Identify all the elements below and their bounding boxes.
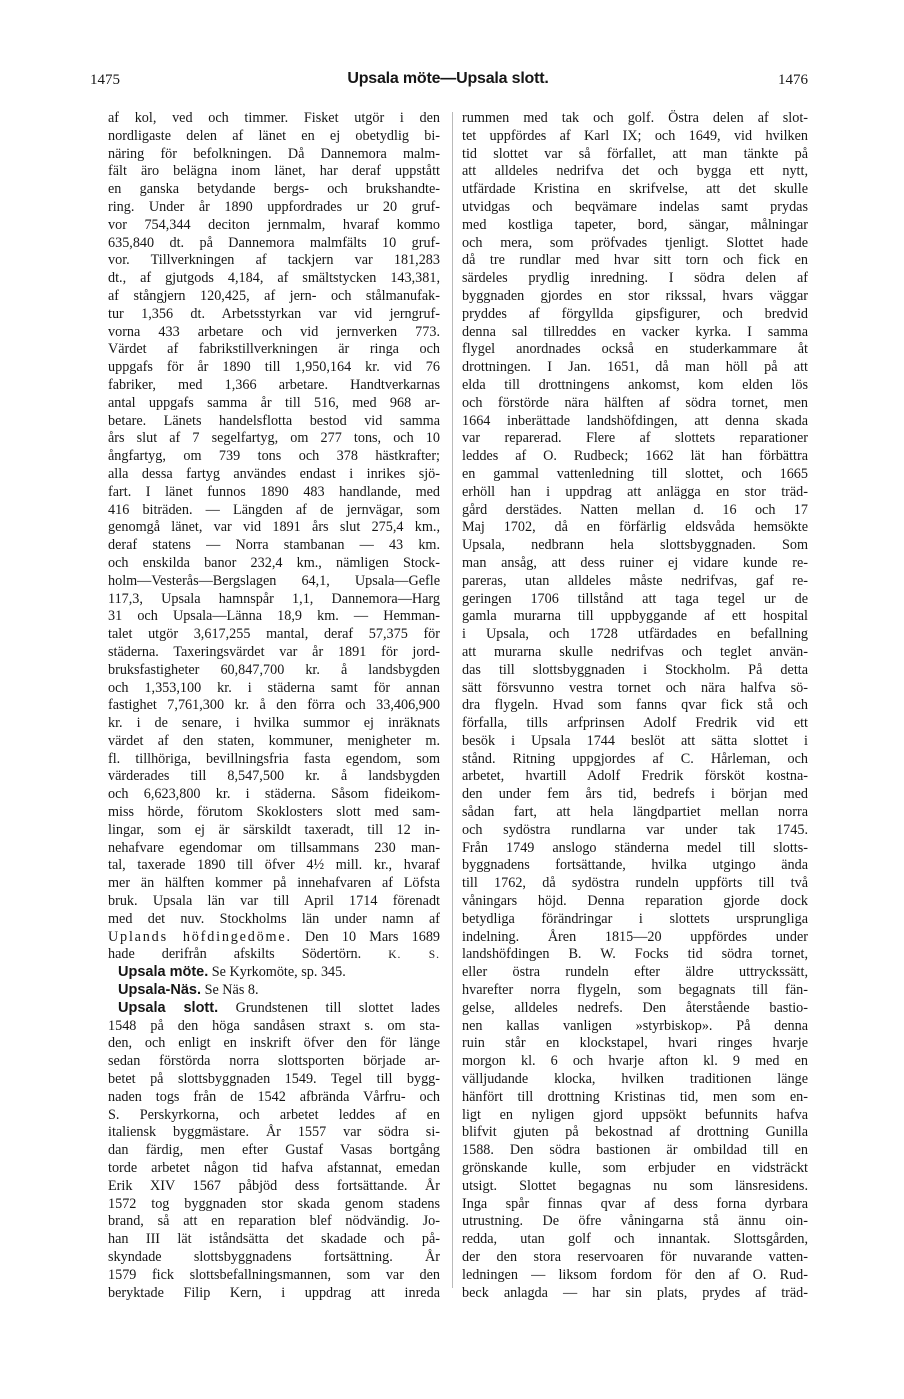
text-line: ruin står en klockstapel, hvari ringes hvarje xyxy=(462,1035,808,1052)
column-divider xyxy=(452,112,453,1288)
text-line: man ansåg, att dess ruiner ej vidare kunde re- xyxy=(462,554,808,571)
text-line: lingar, som ej är särskildt taxeradt, till 12 in- xyxy=(108,821,440,838)
text-line: sådan fart, att hela längdpartiet mellan norra xyxy=(462,804,808,821)
text-line: sedan förstörda norra slottsporten började ar- xyxy=(108,1053,440,1070)
text-line: naden togs från de 1542 afbrända Vårfru- och xyxy=(108,1088,440,1105)
entry-text: Grundstenen till slottet lades xyxy=(235,999,440,1016)
text-line: landshöfdingen B. W. Focks tid södra tornet, xyxy=(462,946,808,963)
text-line: ångfartyg, om 739 tons och 378 hästkrafter; xyxy=(108,448,440,465)
text-line: städerna. Taxeringsvärdet var år 1891 för jord- xyxy=(108,643,440,660)
text-line: 1548 på den höga sandåsen straxt s. om sta- xyxy=(108,1017,440,1034)
text-line: beryktade Filip Kern, i uppdrag att inreda xyxy=(108,1284,440,1301)
text-line: utrustning. De öfre våningarna stå ännu oin- xyxy=(462,1213,808,1230)
text-line: S. Perskyrkorna, och arbetet leddes af en xyxy=(108,1106,440,1123)
text-line: näring för befolkningen. Då Dannemora malm- xyxy=(108,145,440,162)
text-line: blifvit gjuten på bekostnad af drottning Gunilla xyxy=(462,1124,808,1141)
text-line: han III lät iståndsätta det skadade och på- xyxy=(108,1231,440,1248)
left-text-block-slott xyxy=(108,1018,440,1303)
text-line: värderades till 8,547,500 kr. å landsbygden xyxy=(108,768,440,785)
text-line: 1664 inberättade landshöfdingen, att denna skada xyxy=(462,412,808,429)
text-line: fält äro belägna inom länet, har deraf uppstått xyxy=(108,163,440,180)
text-line: holm—Vesterås—Bergslagen 64,1, Upsala—Gefle xyxy=(108,572,440,589)
text-line: morgon kl. 6 och hvarje afton kl. 9 med en xyxy=(462,1053,808,1070)
text-line: års slut af 7 segelfartyg, om 277 tons, och 10 xyxy=(108,430,440,447)
text-line: af stångjern 120,425, af jern- och stålmanufak- xyxy=(108,287,440,304)
text-line: bruk. Upsala län var till April 1714 förenadt xyxy=(108,893,440,910)
text-line: betydliga förändringar i slottets ursprungliga xyxy=(462,910,808,927)
author-signature: K. S. xyxy=(388,949,440,962)
text-line: kr. i de senare, i hvilka summor ej inräknats xyxy=(108,715,440,732)
text-line: brand, så att en reparation blef nödvändig. Jo- xyxy=(108,1213,440,1230)
text-line: 1579 fick slottsbefallningsmannen, som var den xyxy=(108,1266,440,1283)
text-line: eller östra rundeln efter äldre uttryckssätt, xyxy=(462,964,808,981)
text-line: bruksfastigheter 60,847,700 kr. å landsbygden xyxy=(108,661,440,678)
left-column xyxy=(108,110,440,1302)
text-line: pryddes af förgyllda gipsfigurer, och bredvid xyxy=(462,305,808,322)
text-line: antal uppgafs samma år till 516, med 968 ar- xyxy=(108,394,440,411)
text-line: stånd. Ritning uppgjordes af C. Hårleman, och xyxy=(462,750,808,767)
text-line: och mera, som pröfvades tjenligt. Slottet hade xyxy=(462,234,808,251)
text-line: Maj 1702, då en förfärlig eldsvåda hemsökte xyxy=(462,519,808,536)
text-line: af kol, ved och timmer. Fisket utgör i den xyxy=(108,110,440,126)
text-line: arbetet, hvartill Adolf Fredrik försköt kostna- xyxy=(462,768,808,785)
text-line: dra flygeln. Hvad som fanns qvar fick stå och xyxy=(462,697,808,714)
text-line: skyndade slottsbyggnadens fortsättning. År xyxy=(108,1249,440,1265)
text-line: vorna 433 arbetare och vid jernverken 773. xyxy=(108,323,440,340)
text-line: tid slottet var så förfallet, att man tänkte på xyxy=(462,145,808,162)
text-line: leddes af O. Rudbeck; 1662 lät han förbättra xyxy=(462,448,808,465)
text-line: Från 1749 anslogo ständerna medel till slotts- xyxy=(462,839,808,856)
page-number-left: 1475 xyxy=(90,72,120,88)
text-line: alla dessa fartyg användes endast i inrikes sjö- xyxy=(108,465,440,482)
text-line: var reparerad. Flere af slottets reparationer xyxy=(462,430,808,447)
text-line: värdet af den staten, kommuner, menigheter m. xyxy=(108,732,440,749)
text-line: drottningen. I Jan. 1651, då man höll på att xyxy=(462,359,808,376)
text-line: tur 1,356 dt. Arbetsstyrkan var vid jerngruf- xyxy=(108,305,440,322)
text-line: fart. I länet funnos 1890 483 handlande, med xyxy=(108,483,440,500)
right-text-block xyxy=(462,110,808,1302)
text-line: dt., af gjutgods 4,184, af smältstycken 143,381, xyxy=(108,270,440,287)
entry-headword: Upsala-Näs. xyxy=(118,982,202,999)
text-line: fastighet 7,761,300 kr. å den förra och 33,406,900 xyxy=(108,697,440,714)
text-line: gård derstädes. Natten mellan d. 16 och 17 xyxy=(462,501,808,518)
text-line: torde arbetet någon tid hafva afstannat, emedan xyxy=(108,1160,440,1177)
text-line: nen kallas vanligen »styrbiskop». På denna xyxy=(462,1017,808,1034)
text-line: hänfört till drottning Kristinas tid, men som en- xyxy=(462,1088,808,1105)
text-line: till 1762, då sydöstra rundeln uppförts till två xyxy=(462,875,808,892)
text-line: och förstörde nära hälften af södra tornet, men xyxy=(462,394,808,411)
text-line: gelse, alldeles nedrefs. Den återstående bastio- xyxy=(462,999,808,1016)
text-line: uppgafs för år 1890 till 1,950,164 kr. vid 76 xyxy=(108,359,440,376)
text-line: erhöll han i uppdrag att anlägga en stor träd- xyxy=(462,483,808,500)
text-line: en ganska betydande bergs- och brukshandte- xyxy=(108,181,440,198)
entry-upsala-nas xyxy=(108,982,440,1000)
text-line xyxy=(108,929,440,947)
text-line: 1588. Den södra bastionen är ombildad till en xyxy=(462,1142,808,1159)
text-line: den under fem års tid, bedrefs i början med xyxy=(462,786,808,803)
text-line: i Upsala, och 1728 utfärdades en befallning xyxy=(462,626,808,643)
text-line: byggnaden gjordes en stor rikssal, hvars väggar xyxy=(462,287,808,304)
text-line: särdeles prydlig inredning. I södra delen af xyxy=(462,270,808,287)
text-line: grönskande kulle, som erbjuder en vidsträckt xyxy=(462,1160,808,1177)
text-line: ligt en nyligen gjord uppsökt befunnits hafva xyxy=(462,1106,808,1123)
text-line: mer än hälften kommer på innehafvaren af Löfsta xyxy=(108,875,440,892)
text-line: tet uppfördes af Karl IX; och 1649, vid hvilken xyxy=(462,127,808,144)
text-line: Erik XIV 1567 påbjöd dess fortsättande. År xyxy=(108,1177,440,1194)
text-line: dan färdig, men efter Gustaf Vasas bortgång xyxy=(108,1142,440,1159)
text-line: förfalla, tills arfprinsen Adolf Fredrik vid ett xyxy=(462,715,808,732)
text-line: tal, taxerade 1890 till öfver 4½ mill. kr., hvaraf xyxy=(108,857,440,874)
entry-headword: Upsala möte. xyxy=(118,964,209,981)
text-line: geringen 1706 tillstånd att taga tegel ur de xyxy=(462,590,808,607)
text-line: den, och enligt en inskrift öfver den för länge xyxy=(108,1035,440,1052)
text-line: och sydöstra rundlarna var under tak 1745. xyxy=(462,821,808,838)
text-line: välljudande klocka, hvilken traditionen länge xyxy=(462,1071,808,1088)
running-title: Upsala möte—Upsala slott. xyxy=(347,70,549,87)
text-line: redda, utan golf och innantak. Slottsgården, xyxy=(462,1231,808,1248)
text-line: talet utgör 3,617,255 mantal, deraf 57,375 för xyxy=(108,626,440,643)
entry-upsala-slott xyxy=(108,1000,440,1018)
text-line: vor. Tillverkningen af tackjern var 181,283 xyxy=(108,252,440,269)
text-line: denna sal tillreddes en vacker kyrka. I samma xyxy=(462,323,808,340)
text-line: rummen med tak och golf. Östra delen af slot- xyxy=(462,110,808,126)
entry-text: Se Kyrkomöte, sp. 345. xyxy=(211,964,346,981)
text-line: utvidgas och beqvämare indelas samt prydas xyxy=(462,198,808,215)
text-line: flygel anordnades också en studerkammare åt xyxy=(462,341,808,358)
right-column xyxy=(462,110,808,1302)
text-line: med det nuv. Stockholms län under namn af xyxy=(108,910,440,927)
final-sentence: hade derifrån afskilts Södertörn. xyxy=(108,946,362,963)
text-line: utfärdade Kristina en skrifvelse, att det skulle xyxy=(462,181,808,198)
entry-text: Se Näs 8. xyxy=(204,982,259,999)
text-line: genomgå länet, var vid 1891 års slut 275,4 km., xyxy=(108,519,440,536)
text-line: en gammal vattenledning till slottet, och 1665 xyxy=(462,465,808,482)
text-line: nehafvare egendomar om tillsammans 230 man- xyxy=(108,839,440,856)
text-line: 117,3, Upsala hamnspår 1,1, Dannemora—Harg xyxy=(108,590,440,607)
text-line: och enskilda banor 232,4 km., nämligen Stock- xyxy=(108,554,440,571)
text-line: miss hörde, förutom Skoklosters slott med sam- xyxy=(108,804,440,821)
text-line: då tre rundlar med hvar sitt torn och fick en xyxy=(462,252,808,269)
text-line: att murarna skulle nedrifvas och teglet använ- xyxy=(462,643,808,660)
uplands-date: Den 10 Mars 1689 xyxy=(305,928,440,945)
text-line: utsigt. Slottet begagnas nu som länsresidens. xyxy=(462,1177,808,1194)
text-line: besök i Upsala 1744 beslöt att sätta slottet i xyxy=(462,732,808,749)
text-line: och 6,623,800 kr. i städerna. Såsom fideikom- xyxy=(108,786,440,803)
text-line: att alldeles nedrifva det och bygga ett nytt, xyxy=(462,163,808,180)
text-line: pareras, utan alldeles måste nedrifvas, gaf re- xyxy=(462,572,808,589)
text-line: fabriker, med 1,366 arbetare. Handtverkarnas xyxy=(108,376,440,393)
page-header xyxy=(88,70,808,96)
text-line: italiensk byggmästare. År 1557 var södra si- xyxy=(108,1124,440,1141)
text-line: 635,840 dt. på Dannemora malmfälts 10 gruf- xyxy=(108,234,440,251)
text-line: das till slottsbyggnaden i Stockholm. På detta xyxy=(462,661,808,678)
uplands-spaced-term: Uplands höfdingedöme. xyxy=(108,928,292,945)
text-line: byggnadens fortsättande, hvilka utgingo ända xyxy=(462,857,808,874)
text-line: 1572 tog byggnaden stor skada genom stadens xyxy=(108,1195,440,1212)
text-line: Värdet af fabrikstillverkningen är ringa och xyxy=(108,341,440,358)
text-line: elda till drottningens ankomst, kom elden lös xyxy=(462,376,808,393)
left-text-block xyxy=(108,110,440,929)
page-number-right: 1476 xyxy=(778,72,808,88)
text-line: och 1,353,100 kr. i städerna samt för annan xyxy=(108,679,440,696)
text-line: ring. Under år 1890 uppfordrades ur 20 gruf- xyxy=(108,198,440,215)
text-line: betet på slottsbyggnaden 1549. Tegel till bygg- xyxy=(108,1071,440,1088)
text-line: Upsala, nedbrann hela slottsbyggnaden. Som xyxy=(462,537,808,554)
text-line: betare. Länets handelsflotta bestod vid samma xyxy=(108,412,440,429)
text-line: indelning. Åren 1815—20 uppfördes under xyxy=(462,928,808,945)
text-line: der den stora reservoaren för nuvarande vatten- xyxy=(462,1249,808,1265)
text-line: ledningen — liksom fordom för den af O. Rud- xyxy=(462,1266,808,1283)
text-line: 31 och Upsala—Länna 18,9 km. — Hemman- xyxy=(108,608,440,625)
text-line: vor 754,344 deciton jernmalm, hvaraf kommo xyxy=(108,216,440,233)
text-line: gamla murarna till uppbyggande af ett hospital xyxy=(462,608,808,625)
text-line: med kostliga tapeter, bord, sängar, målningar xyxy=(462,216,808,233)
text-line: hvarefter norra flygeln, som begagnats till fän- xyxy=(462,982,808,999)
entry-headword: Upsala slott. xyxy=(118,999,219,1016)
text-line xyxy=(108,946,440,964)
text-line: Inga spår finnas qvar af dess forna dyrbara xyxy=(462,1195,808,1212)
text-line: 416 biträden. — Längden af de jernvägar, som xyxy=(108,501,440,518)
text-line: deraf statens — Norra stambanan — 43 km. xyxy=(108,537,440,554)
text-line: sätt försvunno vestra tornet och nära halfva sö- xyxy=(462,679,808,696)
text-line: våningars höjd. Denna reparation gjorde dock xyxy=(462,893,808,910)
text-line: nordligaste delen af länet en ej obetydlig bi- xyxy=(108,127,440,144)
text-line: beck anlagda — har sin plats, prydes af träd- xyxy=(462,1284,808,1301)
text-line: fl. tillhöriga, bevillningsfria fasta egendom, som xyxy=(108,750,440,767)
entry-upsala-mote xyxy=(108,964,440,982)
